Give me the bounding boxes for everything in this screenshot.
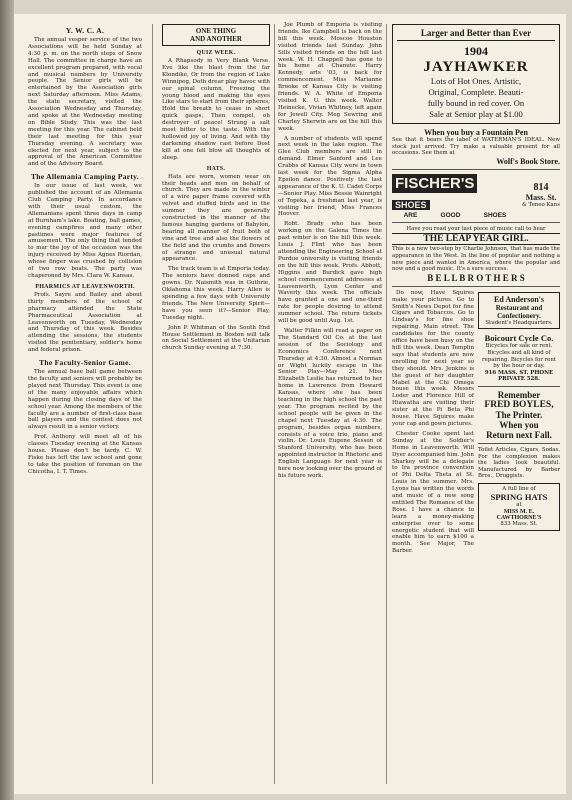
spring-line-3: at [516, 502, 522, 509]
whitman-article: John P. Whitman of the South End House Settlement in Boston will talk on Social Settlement at the Unitarian church Sunday evening at 7:30. [162, 324, 270, 352]
leap-text: This is a new two-step by Charlie Johnson, that has made the appearance in the West. In the line of popular and nothing a new piece and wanted in America, where the popular and now and a good music. It's a sure success. [392, 246, 560, 273]
fischer-shoes-ad [392, 173, 560, 219]
fischer-tagline [392, 212, 518, 219]
ad-divider [478, 443, 560, 444]
jayhawker-title: JAYHAWKER [423, 59, 529, 75]
fischer-city: & Teneo Kans [522, 202, 560, 209]
box-line-2: AND ANOTHER [190, 35, 242, 43]
spring-line-5: 833 Mass. St. [500, 521, 538, 528]
fischer-logo [392, 173, 518, 219]
fischer-tag-3: SHOES [483, 211, 507, 219]
ywca-heading: Y. W. C. A. [65, 26, 105, 35]
local-news-4: Walter Filkin will read a paper on The Standard Oil Co. at the last session of the Sociology and Economics Conference next Thursday at 4:30. Almost a Norman or Wight luckily escape in the Senior Play—May 21. Miss Elizabeth Leslie has returned to her home in Lawrence from Howard Kansas, where she has been teaching in the high school the past year. The program recited by the school people will be given in the chapel next Tuesday at 4:30. The program, besides organ numbers, consists of a voice trio, piano and violin. Dr. Louis Eugene Sesson of Stanford University, who has been appointed instructor in Rhetoric and English Language for next year is here now looking over the ground of his future work. [278, 327, 382, 479]
anderson-name: Ed Anderson's [493, 294, 545, 304]
column-rule [274, 24, 275, 784]
spring-line-4: MISS M. E. CAWTHORNE'S [496, 509, 542, 522]
fischer-name: FISCHER'S [392, 174, 477, 193]
fischer-shoes: SHOES [392, 200, 430, 210]
spring-hats-ad [478, 483, 560, 531]
boyles-line-5: Return next Fall. [486, 429, 552, 440]
fischer-street: Mass. St. [525, 193, 557, 203]
local-news-1: Joe Plumb of Emporia is visiting friends. Ike Campbell is back on the hill this week. Moscoe Houston visited friends last Sunday. John Sills visited friends on the hill last week. W. H. Chappell has gone to his home at Chanute. Harry Kennedy, arts '03, is back for commencement. Miss Marianne Brooke of Kansas City is visiting friends. W. A. White of Emporia visited K. U. this week. Walter Heinecke, Vivian Whitney, left again for Jewell City. Meg Sewring and Charley Sherwin are on the hill this week. [278, 22, 382, 132]
column-rule [152, 24, 153, 784]
quiz-week-heading: QUIZ WEEK. [196, 50, 236, 56]
binding-shadow [0, 0, 14, 800]
jayhawker-year: 1904 [464, 44, 488, 58]
ad-divider [392, 169, 560, 170]
fountain-pen-ad [392, 128, 560, 166]
boyles-line-2: FRED BOYLES, [484, 399, 554, 410]
boicourt-ad [478, 333, 560, 383]
hats-article: Hats are worn, women wear on their heads and men on behalf of church. They are made in the winter of a wire paper frame covered with velvet and stuffed birds and in the summer they are generally constructed in the manner of the famous hanging gardens of Babylon, bearing all manner of fruit both of vine and tree and also the flowers of the field and the crumbs and flowers of strange and unusual natural appearance. [162, 173, 270, 263]
pen-shop: Wolf's Book Store. [496, 156, 560, 166]
jayhawker-line-2: Original, Complete. Beauti- [428, 87, 524, 97]
fischer-tag-2: GOOD [440, 211, 461, 219]
column-header-box [162, 24, 270, 46]
fischer-tag-1: ARE [403, 211, 418, 219]
hats-heading: HATS. [206, 165, 226, 172]
pen-text: See that it bears the label of WATERMAN'S IDEAL. New stock just arrived. Try make a valuable present for all occasions. See them at [392, 137, 560, 157]
leap-pre: Have you read your last piece of music call to hear [406, 225, 546, 232]
jayhawker-line-4: Sale at Senior play at $1.00 [429, 109, 523, 119]
leap-title: THE LEAP YEAR GIRL. [392, 233, 560, 245]
bell-brothers: B E L L B R O T H E R S [427, 272, 525, 283]
column-4-ads [392, 22, 560, 792]
local-news-3: Robt. Brady who has been working on the Galena Times the past winter is on the hill this week. Louis J. Flint who has been attending the Engineering School at Purdue university is visiting friends on the hill this week. Profs. Abbott, Higgins and Burdick gave high school commencement addresses at Leavenworth, Lyon Center and Waverly this week. The officials have granted a one and one-third rate for people desiring to attend summer school. The return tickets will be good until Aug. 1st. [278, 221, 382, 325]
fischer-number: 814 [533, 182, 549, 194]
jayhawker-ad [392, 24, 560, 124]
local-news-2: A number of students will spend next week in the lake region. The Glee Club members are still in demand. Elmer Sanford and Lee Crabbs of Kansas City were in town last week for the Sigma Alpha Epsilon dance. Positively the last appearance of the K. U. Cadet Corps—Senior Play. Miss Bessie Wainright of Topeka, a freshman last year, is visiting her friend, Miss Frances Hoover. [278, 135, 382, 218]
boicourt-address: 916 MASS. ST. PHONE PRIVATE 528. [484, 369, 554, 383]
fred-boyles-ad [478, 390, 560, 440]
leap-year-girl-ad [392, 226, 560, 283]
ads-left-subcolumn [392, 290, 474, 558]
ads-two-column [392, 290, 560, 558]
ad-divider [392, 222, 560, 223]
left-notices: Do now, Have Squires make your pictures. Go to Smith's News Depot for fine Cigars and Tobaccos. Go to Lindsay's for fine shoe repairing. Main street. The candidates for the county office have been busy on the hill this week. Dean Templin says that students are now enrolling for next year so they should. Mrs. Jenkins is the guest of her daughter Mabel at the Chi Omega house this week. Messrs Loder and Florence Hill of Hiawatha are visiting their sister at the Pi Beta Phi house. Have Squires make your cap and gown pictures. [392, 289, 474, 427]
column-3 [278, 22, 382, 792]
boyles-line-4: When you [499, 419, 539, 430]
camping-heading: The Allemania Camping Party. [31, 172, 139, 182]
spring-line-2: SPRING HATS [490, 492, 548, 503]
anderson-line: Restaurant and Confectionery. [495, 303, 543, 320]
ads-right-subcolumn [478, 290, 560, 558]
toilet-articles-ad: Toilet Articles, Cigars, Sodas. For the complexion makes the ladies look beautiful. Manufactured by Barber Bros., Druggists. [478, 446, 560, 480]
fischer-address [522, 182, 560, 209]
right-notices: Chester Cooke spent last Sunday at the Soldier's Home in Leavenworth. Will Dyer accompanied him. John Sharkey will be a delegate to Ira province convention of Phi Delta Theta at St. Louis in the summer. Mrs. Lyons has written the words and music of a new song entitled The Romance of the Rose. I have a chance to learn a money-making enterprise over to some energetic student that will enable him to earn $100 a month. See Major, The Barber. [392, 430, 474, 555]
newspaper-page [14, 14, 566, 794]
anderson-ad [478, 292, 560, 330]
personals-article: Prof. Anthony will meet all of his classes Tuesday evening at the Kansas house. Please don't be tardy. C. W. Fiske has left the law school and gone to take the position of foreman on the Chicotha, I. T. Times. [28, 434, 142, 475]
pen-heading: When you buy a Fountain Pen [424, 128, 528, 137]
pharmics-heading: PHARMICS AT LEAVENWORTH. [35, 283, 135, 290]
camping-article: In our issue of last week, we published the account of an Allemania Club Camping Party. In accordance with their usual custom, the Allemanians spent three days in camp at Burnham's lake. Boating, ball games, evening campfires and many other pastimes were major features of amusement. The only thing that tended to mar the joy of the occasion was the injury received by Miss Agnes Riordan, whose finger was crushed by collision of two row boats. The party was chaperoned by Mrs. Clara W. Kansas. [28, 183, 142, 279]
spring-line-1: A full line of [502, 485, 536, 492]
faculty-game-heading: The Faculty-Senior Game. [39, 358, 131, 368]
notes-article: The track team is at Emporia today. The seniors have donned caps and gowns. Dr. Naismith was in Guthrie, Oklahoma this week. Harry Allen is spending a few days with University friends. The New University Spirit—have you seen it?—Senior Play, Tuesday night. [162, 266, 270, 321]
boicourt-name: Boicourt Cycle Co. [484, 333, 554, 344]
ad-divider [478, 386, 560, 387]
boyles-line-1: Remember [497, 389, 541, 400]
pharmics-article: Profs. Sayre and Bailey and about thirty members of the school of pharmacy attended the State Pharmaceutical Association at Leavenworth on Tuesday, Wednesday and Thursday of this week. Besides attending the sessions, the students visited the penitentiary, soldier's home and federal prison. [28, 291, 142, 354]
boicourt-text: Bicycles for sale or rent. Bicycles and all kind of repairing. Bicycles for rent by the hour or day. [482, 343, 556, 370]
column-1 [28, 22, 142, 792]
quiz-week-poem: A Rhapsody in Very Blank Verse. Eve like the blast from the far Klondike, Or from the region of Lake Winnipeg, Doth drear play havoc with our spinal column, Freezing the young blood and making the eyes Like stars to start from their spheres; Hold the breath to cease in short quick gasps, Then compel, oh destroyer of peace! Strung a salt most bitter to the taste. With the hollowed joy of living. And with thy darkening shadow cast before Dost kill at one fell blow all thoughts of sleep. [162, 58, 270, 161]
jayhawker-line-1: Lots of Hot Ones. Artistic, [430, 76, 522, 86]
column-2 [162, 22, 270, 792]
ad-divider [392, 286, 560, 287]
column-rule [386, 24, 387, 784]
box-line-1: ONE THING [195, 27, 237, 35]
boyles-line-3: The Printer. [495, 409, 543, 420]
jayhawker-tagline: Larger and Better than Ever [397, 28, 555, 41]
jayhawker-line-3: fully bound in red cover. On [427, 98, 525, 108]
anderson-sub: Student's Headquarters. [485, 319, 553, 326]
ywca-article: The annual vesper service of the two Associations will be held Sunday at 4:30 p. m. on the north steps of Snow Hall. The committee in charge have an excellent program prepared, with vocal and musical numbers by University people. The Senior girls will be entertained by the Association girls next Saturday afternoon. Miss Adams, the state secretary, visited the Association Wednesday and Thursday, and spoke at the Wednesday meeting on Bible Study. This was the last meeting for this year. The cabinet held their last meeting for this year Thursday evening. A secretary was elected for next year, subject to the approval of the American Committee and of the Advisory Board. [28, 37, 142, 168]
faculty-game-article: The annual base ball game between the faculty and seniors will probably be played next Thursday. This event is one of the many enjoyable affairs which happen during the closing days of the school year. Among the members of the faculty are a number of first-class base ball players and the contest does not always result in a senior victory. [28, 369, 142, 431]
